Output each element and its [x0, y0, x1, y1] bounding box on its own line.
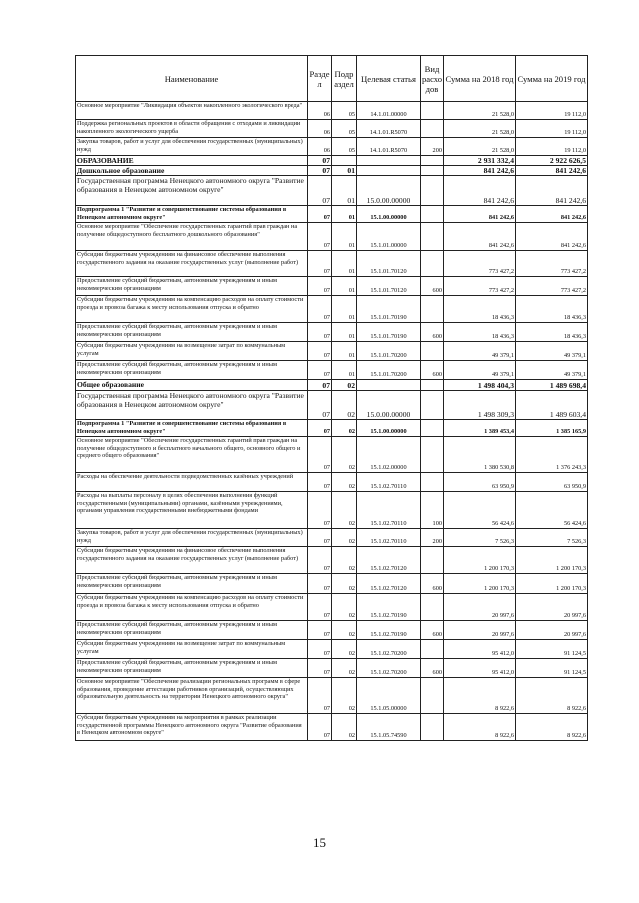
cell-celevaya: 15.1.05.74590 — [357, 714, 421, 741]
cell-razdel: 07 — [308, 473, 332, 492]
cell-podrazdel: 01 — [332, 166, 357, 176]
cell-sum-2019: 7 526,3 — [516, 529, 588, 547]
cell-name: Расходы на выплаты персоналу в целях обеспечения выполнения функций государственными (муниципальными) органами, казёнными учреждениями, органами управления государственными внебюджетными фондами — [76, 492, 308, 529]
table-row — [76, 714, 588, 741]
cell-podrazdel — [332, 156, 357, 166]
cell-name: Предоставление субсидий бюджетным, автономным учреждениям и иным некоммерческим организациям — [76, 323, 308, 342]
cell-razdel: 07 — [308, 380, 332, 391]
cell-name: Субсидии бюджетным учреждениям на финансовое обеспечение выполнения государственного задания на оказание государственных услуг (выполнение работ) — [76, 547, 308, 574]
cell-sum-2019: 8 922,6 — [516, 714, 588, 741]
cell-razdel: 07 — [308, 223, 332, 251]
cell-celevaya: 15.0.00.00000 — [357, 391, 421, 420]
cell-name: ОБРАЗОВАНИЕ — [76, 156, 308, 166]
cell-sum-2019: 19 112,0 — [516, 102, 588, 120]
cell-name: Общее образование — [76, 380, 308, 391]
cell-vid — [421, 380, 444, 391]
cell-podrazdel: 02 — [332, 380, 357, 391]
cell-razdel: 07 — [308, 547, 332, 574]
cell-razdel: 07 — [308, 206, 332, 223]
table-row — [76, 277, 588, 296]
table-row — [76, 156, 588, 166]
cell-vid — [421, 223, 444, 251]
cell-vid — [421, 640, 444, 659]
table-row — [76, 120, 588, 138]
cell-vid: 600 — [421, 323, 444, 342]
cell-vid — [421, 102, 444, 120]
cell-sum-2018: 841 242,6 — [444, 223, 516, 251]
cell-sum-2018: 18 436,3 — [444, 296, 516, 323]
table-row — [76, 380, 588, 391]
cell-vid — [421, 473, 444, 492]
cell-podrazdel: 01 — [332, 342, 357, 361]
cell-sum-2018: 773 427,2 — [444, 251, 516, 277]
cell-name: Поддержка региональных проектов в области обращения с отходами и ликвидации накопленного экологического ущерба — [76, 120, 308, 138]
table-header-row — [76, 56, 588, 102]
cell-name: Основное мероприятие "Ликвидация объектов накопленного экологического вреда" — [76, 102, 308, 120]
table-row — [76, 138, 588, 156]
cell-sum-2018: 8 922,6 — [444, 714, 516, 741]
header-sum-2018: Сумма на 2018 год — [444, 56, 516, 102]
cell-podrazdel: 05 — [332, 102, 357, 120]
cell-sum-2019: 8 922,6 — [516, 678, 588, 714]
table-row — [76, 223, 588, 251]
table-row — [76, 678, 588, 714]
cell-celevaya: 15.1.02.70120 — [357, 547, 421, 574]
cell-podrazdel: 01 — [332, 206, 357, 223]
cell-sum-2018: 21 528,0 — [444, 120, 516, 138]
cell-vid — [421, 251, 444, 277]
cell-celevaya: 15.1.02.70190 — [357, 594, 421, 621]
cell-razdel: 07 — [308, 251, 332, 277]
cell-name: Предоставление субсидий бюджетным, автономным учреждениям и иным некоммерческим организациям — [76, 361, 308, 380]
table-row — [76, 296, 588, 323]
cell-name: Закупка товаров, работ и услуг для обеспечения государственных (муниципальных) нужд — [76, 138, 308, 156]
header-sum-2019: Сумма на 2019 год — [516, 56, 588, 102]
cell-podrazdel: 02 — [332, 574, 357, 594]
cell-podrazdel: 05 — [332, 120, 357, 138]
cell-sum-2018: 49 379,1 — [444, 361, 516, 380]
cell-sum-2019: 841 242,6 — [516, 223, 588, 251]
cell-razdel: 07 — [308, 296, 332, 323]
cell-sum-2018: 20 997,6 — [444, 594, 516, 621]
cell-razdel: 07 — [308, 166, 332, 176]
cell-razdel: 07 — [308, 156, 332, 166]
cell-sum-2018: 20 997,6 — [444, 621, 516, 640]
table-row — [76, 492, 588, 529]
cell-vid — [421, 437, 444, 473]
cell-name: Предоставление субсидий бюджетным, автономным учреждениям и иным некоммерческим организациям — [76, 277, 308, 296]
cell-podrazdel: 05 — [332, 138, 357, 156]
cell-sum-2019: 91 124,5 — [516, 659, 588, 678]
table-row — [76, 621, 588, 640]
cell-sum-2019: 841 242,6 — [516, 206, 588, 223]
cell-razdel: 07 — [308, 621, 332, 640]
cell-name: Предоставление субсидий бюджетным, автономным учреждениям и иным некоммерческим организациям — [76, 574, 308, 594]
cell-celevaya: 14.1.01.R5070 — [357, 138, 421, 156]
cell-sum-2018: 1 498 404,3 — [444, 380, 516, 391]
cell-podrazdel: 02 — [332, 640, 357, 659]
cell-name: Основное мероприятие "Обеспечение государственных гарантий прав граждан на получение общедоступного бесплатного дошкольного образования" — [76, 223, 308, 251]
cell-podrazdel: 01 — [332, 277, 357, 296]
cell-sum-2019: 1 385 165,9 — [516, 420, 588, 437]
cell-celevaya: 15.1.01.70200 — [357, 342, 421, 361]
table-row — [76, 102, 588, 120]
cell-sum-2019: 773 427,2 — [516, 277, 588, 296]
cell-sum-2018: 7 526,3 — [444, 529, 516, 547]
cell-sum-2018: 21 528,0 — [444, 138, 516, 156]
cell-sum-2019: 1 200 170,3 — [516, 547, 588, 574]
cell-vid — [421, 206, 444, 223]
cell-name: Основное мероприятие "Обеспечение реализации региональных программ в сфере образования, проведение аттестации работников организаций, осуществляющих образовательную деятельность на территории Ненецкого автономного округа" — [76, 678, 308, 714]
cell-sum-2018: 1 200 170,3 — [444, 574, 516, 594]
page-number: 15 — [313, 835, 326, 850]
cell-podrazdel: 02 — [332, 420, 357, 437]
cell-sum-2019: 773 427,2 — [516, 251, 588, 277]
cell-sum-2019: 2 922 626,5 — [516, 156, 588, 166]
cell-name: Закупка товаров, работ и услуг для обеспечения государственных (муниципальных) нужд — [76, 529, 308, 547]
cell-podrazdel: 02 — [332, 391, 357, 420]
cell-vid — [421, 156, 444, 166]
cell-sum-2019: 49 379,1 — [516, 361, 588, 380]
cell-razdel: 07 — [308, 176, 332, 206]
cell-podrazdel: 01 — [332, 176, 357, 206]
cell-name: Предоставление субсидий бюджетным, автономным учреждениям и иным некоммерческим организациям — [76, 621, 308, 640]
cell-vid — [421, 547, 444, 574]
header-razdel: Разде л — [308, 56, 332, 102]
table-row — [76, 391, 588, 420]
cell-celevaya: 15.1.02.00000 — [357, 437, 421, 473]
cell-vid — [421, 176, 444, 206]
cell-podrazdel: 02 — [332, 678, 357, 714]
table-row — [76, 547, 588, 574]
cell-razdel: 07 — [308, 391, 332, 420]
cell-sum-2019: 19 112,0 — [516, 120, 588, 138]
cell-celevaya: 15.1.01.70190 — [357, 323, 421, 342]
cell-celevaya: 15.1.05.00000 — [357, 678, 421, 714]
cell-vid — [421, 296, 444, 323]
table-body — [76, 102, 588, 741]
cell-podrazdel: 01 — [332, 361, 357, 380]
cell-sum-2018: 21 528,0 — [444, 102, 516, 120]
table-row — [76, 437, 588, 473]
cell-celevaya: 15.1.02.70120 — [357, 574, 421, 594]
cell-razdel: 07 — [308, 361, 332, 380]
cell-podrazdel: 01 — [332, 223, 357, 251]
cell-sum-2019: 1 200 170,3 — [516, 574, 588, 594]
cell-razdel: 06 — [308, 120, 332, 138]
cell-razdel: 07 — [308, 659, 332, 678]
cell-sum-2019: 1 489 603,4 — [516, 391, 588, 420]
cell-podrazdel: 02 — [332, 714, 357, 741]
cell-celevaya: 15.1.01.70120 — [357, 251, 421, 277]
cell-razdel: 07 — [308, 714, 332, 741]
table-row — [76, 473, 588, 492]
cell-podrazdel: 02 — [332, 659, 357, 678]
cell-name: Субсидии бюджетным учреждениям на компенсацию расходов на оплату стоимости проезда и провоза багажа к месту использования отпуска и обратно — [76, 594, 308, 621]
cell-name: Дошкольное образование — [76, 166, 308, 176]
table-row — [76, 323, 588, 342]
cell-sum-2018: 841 242,6 — [444, 176, 516, 206]
cell-celevaya: 15.1.02.70110 — [357, 529, 421, 547]
header-vid: Вид расхо дов — [421, 56, 444, 102]
cell-name: Субсидии бюджетным учреждениям на финансовое обеспечение выполнения государственного задания на оказание государственных услуг (выполнение работ) — [76, 251, 308, 277]
cell-sum-2018: 56 424,6 — [444, 492, 516, 529]
cell-sum-2018: 1 380 530,8 — [444, 437, 516, 473]
cell-name: Подпрограмма 1 "Развитие и совершенствование системы образования в Ненецком автономном округе" — [76, 206, 308, 223]
cell-sum-2019: 841 242,6 — [516, 176, 588, 206]
table-row — [76, 659, 588, 678]
cell-celevaya — [357, 156, 421, 166]
cell-name: Подпрограмма 1 "Развитие и совершенствование системы образования в Ненецком автономном округе" — [76, 420, 308, 437]
cell-sum-2019: 841 242,6 — [516, 166, 588, 176]
cell-name: Предоставление субсидий бюджетным, автономным учреждениям и иным некоммерческим организациям — [76, 659, 308, 678]
cell-sum-2018: 95 412,0 — [444, 640, 516, 659]
cell-razdel: 07 — [308, 640, 332, 659]
cell-vid: 600 — [421, 277, 444, 296]
cell-celevaya: 15.1.02.70200 — [357, 640, 421, 659]
cell-vid — [421, 678, 444, 714]
cell-sum-2018: 95 412,0 — [444, 659, 516, 678]
cell-sum-2018: 1 200 170,3 — [444, 547, 516, 574]
cell-name: Субсидии бюджетным учреждениям на возмещение затрат по коммунальным услугам — [76, 342, 308, 361]
cell-razdel: 07 — [308, 594, 332, 621]
cell-sum-2019: 18 436,3 — [516, 296, 588, 323]
cell-celevaya: 15.1.01.00000 — [357, 223, 421, 251]
cell-podrazdel: 02 — [332, 473, 357, 492]
table-row — [76, 574, 588, 594]
table-row — [76, 361, 588, 380]
cell-sum-2018: 8 922,6 — [444, 678, 516, 714]
cell-celevaya: 15.1.02.70190 — [357, 621, 421, 640]
cell-sum-2019: 63 950,9 — [516, 473, 588, 492]
cell-sum-2019: 1 489 698,4 — [516, 380, 588, 391]
cell-sum-2018: 773 427,2 — [444, 277, 516, 296]
cell-celevaya: 15.1.01.70120 — [357, 277, 421, 296]
cell-vid — [421, 342, 444, 361]
cell-razdel: 07 — [308, 678, 332, 714]
cell-podrazdel: 02 — [332, 492, 357, 529]
cell-sum-2019: 56 424,6 — [516, 492, 588, 529]
cell-vid: 200 — [421, 138, 444, 156]
cell-podrazdel: 02 — [332, 594, 357, 621]
cell-sum-2019: 19 112,0 — [516, 138, 588, 156]
cell-podrazdel: 02 — [332, 529, 357, 547]
cell-razdel: 07 — [308, 420, 332, 437]
cell-vid: 100 — [421, 492, 444, 529]
header-celevaya: Целевая статья — [357, 56, 421, 102]
cell-vid — [421, 594, 444, 621]
cell-razdel: 06 — [308, 102, 332, 120]
cell-name: Субсидии бюджетным учреждениям на возмещение затрат по коммунальным услугам — [76, 640, 308, 659]
cell-name: Государственная программа Ненецкого автономного округа "Развитие образования в Ненецком автономном округе" — [76, 176, 308, 206]
cell-sum-2018: 63 950,9 — [444, 473, 516, 492]
table-row — [76, 176, 588, 206]
cell-celevaya: 15.1.02.70110 — [357, 473, 421, 492]
cell-name: Государственная программа Ненецкого автономного округа "Развитие образования в Ненецком автономном округе" — [76, 391, 308, 420]
cell-sum-2019: 20 997,6 — [516, 621, 588, 640]
cell-sum-2018: 49 379,1 — [444, 342, 516, 361]
cell-celevaya: 15.1.00.00000 — [357, 420, 421, 437]
cell-vid: 600 — [421, 574, 444, 594]
cell-razdel: 07 — [308, 529, 332, 547]
table-row — [76, 206, 588, 223]
cell-celevaya — [357, 380, 421, 391]
cell-podrazdel: 02 — [332, 547, 357, 574]
cell-sum-2018: 1 389 453,4 — [444, 420, 516, 437]
table-row — [76, 342, 588, 361]
cell-vid: 600 — [421, 659, 444, 678]
cell-razdel: 07 — [308, 342, 332, 361]
cell-vid: 200 — [421, 529, 444, 547]
cell-name: Основное мероприятие "Обеспечение государственных гарантий прав граждан на получение общедоступного и бесплатного начального общего, основного общего и среднего общего образования" — [76, 437, 308, 473]
cell-razdel: 07 — [308, 323, 332, 342]
header-name: Наименование — [76, 56, 308, 102]
cell-name: Субсидии бюджетным учреждениям на мероприятия в рамках реализации государственной программы Ненецкого автономного округа "Развитие образования в Ненецком автономном округе" — [76, 714, 308, 741]
cell-sum-2019: 91 124,5 — [516, 640, 588, 659]
cell-vid: 600 — [421, 621, 444, 640]
cell-vid — [421, 391, 444, 420]
cell-celevaya: 15.0.00.00000 — [357, 176, 421, 206]
cell-vid — [421, 120, 444, 138]
cell-celevaya: 15.1.01.70190 — [357, 296, 421, 323]
cell-name: Субсидии бюджетным учреждениям на компенсацию расходов на оплату стоимости проезда и провоза багажа к месту использования отпуска и обратно — [76, 296, 308, 323]
cell-celevaya: 15.1.02.70110 — [357, 492, 421, 529]
cell-podrazdel: 01 — [332, 323, 357, 342]
cell-celevaya: 14.1.01.00000 — [357, 102, 421, 120]
cell-podrazdel: 02 — [332, 621, 357, 640]
table-row — [76, 166, 588, 176]
cell-podrazdel: 01 — [332, 296, 357, 323]
cell-razdel: 07 — [308, 492, 332, 529]
cell-razdel: 07 — [308, 574, 332, 594]
cell-name: Расходы на обеспечение деятельности подведомственных казённых учреждений — [76, 473, 308, 492]
cell-sum-2018: 841 242,6 — [444, 166, 516, 176]
table-row — [76, 251, 588, 277]
cell-vid — [421, 714, 444, 741]
cell-vid — [421, 166, 444, 176]
budget-table — [75, 55, 588, 741]
cell-razdel: 07 — [308, 437, 332, 473]
header-podrazdel: Подр аздел — [332, 56, 357, 102]
table-row — [76, 594, 588, 621]
cell-sum-2019: 49 379,1 — [516, 342, 588, 361]
cell-sum-2018: 2 931 332,4 — [444, 156, 516, 166]
cell-razdel: 06 — [308, 138, 332, 156]
table-row — [76, 640, 588, 659]
cell-sum-2018: 1 498 309,3 — [444, 391, 516, 420]
cell-razdel: 07 — [308, 277, 332, 296]
cell-celevaya: 15.1.02.70200 — [357, 659, 421, 678]
cell-sum-2018: 18 436,3 — [444, 323, 516, 342]
cell-sum-2019: 1 376 243,3 — [516, 437, 588, 473]
cell-celevaya — [357, 166, 421, 176]
cell-vid: 600 — [421, 361, 444, 380]
cell-sum-2018: 841 242,6 — [444, 206, 516, 223]
cell-celevaya: 15.1.01.70200 — [357, 361, 421, 380]
cell-celevaya: 15.1.00.00000 — [357, 206, 421, 223]
table-row — [76, 529, 588, 547]
cell-podrazdel: 01 — [332, 251, 357, 277]
cell-podrazdel: 02 — [332, 437, 357, 473]
table-row — [76, 420, 588, 437]
cell-celevaya: 14.1.01.R5070 — [357, 120, 421, 138]
cell-vid — [421, 420, 444, 437]
cell-sum-2019: 20 997,6 — [516, 594, 588, 621]
cell-sum-2019: 18 436,3 — [516, 323, 588, 342]
